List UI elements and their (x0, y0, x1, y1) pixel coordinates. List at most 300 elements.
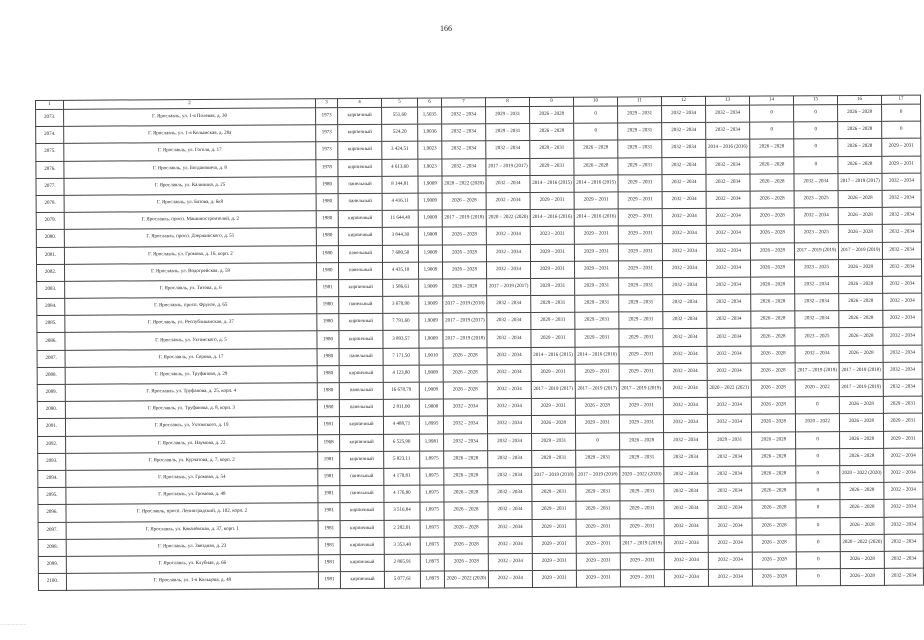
capital-repair-table (35, 95, 924, 592)
table-cell: 2032 – 2034 (442, 158, 486, 175)
table-cell: кирпичный (340, 503, 384, 520)
table-cell: панельный (338, 193, 382, 210)
table-cell: кирпичный (340, 554, 384, 571)
column-header: 3 (315, 99, 337, 108)
row-number: 2084. (37, 298, 65, 315)
address-cell: Г. Ярославль, ул. Титова, д. 6 (65, 280, 317, 299)
table-cell: 0 (796, 517, 840, 534)
table-cell: 2032 – 2034 (883, 276, 922, 293)
table-cell: 2026 – 2028 (444, 450, 488, 467)
row-number: 2087. (37, 350, 65, 367)
table-cell: 2032 – 2034 (708, 449, 752, 466)
table-cell: 2032 – 2034 (708, 500, 752, 517)
table-cell: 2032 – 2034 (487, 399, 531, 416)
table-cell: 0 (794, 105, 838, 122)
table-cell: 4 613,60 (382, 159, 418, 176)
table-cell: 2 282,01 (384, 520, 420, 537)
table-cell: 2029 – 2031 (576, 536, 620, 553)
table-cell: 2029 – 2031 (618, 140, 662, 157)
table-cell: 1980 (317, 331, 339, 348)
table-cell: 2029 – 2031 (486, 106, 530, 123)
column-header: 12 (661, 96, 705, 105)
table-cell: 2029 – 2031 (532, 484, 576, 501)
table-cell: 2032 – 2034 (706, 208, 750, 225)
table-cell: 1981 (318, 520, 340, 537)
table-cell: кирпичный (339, 279, 383, 296)
table-cell: 1981 (318, 486, 340, 503)
table-cell: 1980 (316, 194, 338, 211)
table-cell: 2026 – 2028 (838, 156, 882, 173)
table-cell: 2032 – 2034 (884, 568, 923, 585)
row-number: 2098. (38, 539, 66, 556)
address-cell: Г. Ярославль, ул. Водогрейская, д. 59 (65, 262, 317, 281)
table-cell: 2029 – 2031 (575, 312, 619, 329)
address-cell: Г. Ярославль, просп. Машиностроителей, д. 2 (64, 211, 316, 230)
row-number: 2090. (37, 402, 65, 419)
table-cell: 1980 (316, 262, 338, 279)
table-cell: 2032 – 2034 (706, 260, 750, 277)
table-cell: 2017 – 2019 (2018) (443, 296, 487, 313)
table-cell: 2029 – 2031 (575, 295, 619, 312)
table-cell: 1,9009 (418, 193, 442, 210)
table-cell: 2029 – 2031 (575, 415, 619, 432)
table-cell: 1,9009 (418, 262, 442, 279)
table-cell: 1978 (316, 159, 338, 176)
table-cell: 2014 – 2016 (2015) (530, 175, 574, 192)
row-number: 2094. (38, 470, 66, 487)
table-cell: 2026 – 2028 (839, 414, 883, 431)
table-cell: 2026 – 2028 (838, 122, 882, 139)
row-number: 2085. (37, 316, 65, 333)
table-cell: панельный (339, 296, 383, 313)
table-cell: 0 (882, 104, 921, 121)
table-cell: 2017 – 2019 (2018) (532, 467, 576, 484)
table-cell: кирпичный (338, 125, 382, 142)
table-cell: 2029 – 2031 (530, 141, 574, 158)
table-cell: 2032 – 2034 (662, 243, 706, 260)
table-cell: 1980 (316, 176, 338, 193)
table-cell: панельный (338, 262, 382, 279)
table-cell: 3 670,90 (383, 296, 419, 313)
table-cell: 2032 – 2034 (795, 311, 839, 328)
column-header: 7 (441, 98, 485, 107)
table-cell: 2029 – 2031 (532, 519, 576, 536)
table-cell: 1,9009 (418, 227, 442, 244)
table-cell: 0 (750, 105, 794, 122)
table-cell: 1973 (316, 142, 338, 159)
table-cell: 2026 – 2028 (751, 414, 795, 431)
table-cell: 2026 – 2028 (750, 156, 794, 173)
table-cell: 2032 – 2034 (442, 124, 486, 141)
table-cell: 1,9009 (418, 210, 442, 227)
table-cell: 2026 – 2028 (751, 345, 795, 362)
address-cell: Г. Ярославль, просп. Фрунзе, д. 65 (65, 297, 317, 316)
table-cell: 2032 – 2034 (488, 502, 532, 519)
table-cell: 1981 (318, 537, 340, 554)
table-cell: 8 144,81 (382, 176, 418, 193)
table-cell: 2026 – 2028 (750, 208, 794, 225)
table-cell: 2029 – 2031 (532, 570, 576, 587)
row-number: 2077. (36, 178, 64, 195)
table-cell: 2032 – 2034 (884, 534, 923, 551)
table-cell: 1,8975 (420, 485, 444, 502)
table-cell: 2032 – 2034 (488, 536, 532, 553)
table-cell: 5 077,61 (384, 571, 420, 588)
table-cell: 1981 (318, 469, 340, 486)
table-cell: кирпичный (338, 211, 382, 228)
table-cell: 2032 – 2034 (663, 346, 707, 363)
table-cell: кирпичный (340, 537, 384, 554)
table-cell: 2032 – 2034 (487, 347, 531, 364)
table-cell: кирпичный (338, 142, 382, 159)
table-cell: 524,20 (382, 124, 418, 141)
table-cell: кирпичный (339, 331, 383, 348)
table-cell: 0 (796, 551, 840, 568)
table-cell: кирпичный (339, 365, 383, 382)
table-cell: 2032 – 2034 (882, 190, 921, 207)
table-cell: 2026 – 2028 (442, 193, 486, 210)
table-cell: 2026 – 2028 (444, 519, 488, 536)
table-cell: 2029 – 2031 (576, 570, 620, 587)
row-number: 2097. (38, 522, 66, 539)
column-header: 1 (36, 100, 64, 109)
table-cell: 2026 – 2028 (838, 207, 882, 224)
table-cell: 2020 – 2022 (2020) (442, 175, 486, 192)
address-cell: Г. Ярославль, ул. Труфанова, д. 25, корп. 4 (65, 383, 317, 402)
table-cell: 2029 – 2031 (619, 363, 663, 380)
table-cell: 0 (882, 121, 921, 138)
table-cell: 1980 (317, 383, 339, 400)
table-cell: 2026 – 2028 (839, 345, 883, 362)
table-cell: 2032 – 2034 (707, 415, 751, 432)
table-cell: 2032 – 2034 (882, 242, 921, 259)
table-cell: 2029 – 2031 (618, 192, 662, 209)
table-cell: 2029 – 2031 (619, 295, 663, 312)
table-cell: 2032 – 2034 (444, 433, 488, 450)
table-cell: 2032 – 2034 (706, 105, 750, 122)
table-cell: 2026 – 2028 (752, 569, 796, 586)
table-cell: 1,8995 (419, 416, 443, 433)
row-number: 2096. (38, 505, 66, 522)
table-cell: 2026 – 2028 (838, 259, 882, 276)
table-cell: 2029 – 2031 (532, 502, 576, 519)
table-cell: 0 (794, 156, 838, 173)
table-cell: 2032 – 2034 (487, 296, 531, 313)
table-cell: 2032 – 2034 (488, 433, 532, 450)
table-cell: 2032 – 2034 (664, 552, 708, 569)
address-cell: Г. Ярославль, ул. Ковалёвская, д. 37, корп. 1 (66, 520, 318, 539)
table-cell: 0 (796, 534, 840, 551)
table-cell: 2020 – 2022 (2020) (486, 210, 530, 227)
table-cell: 2029 – 2031 (530, 158, 574, 175)
table-cell: 2026 – 2028 (444, 468, 488, 485)
table-cell: 2014 – 2016 (2016) (530, 209, 574, 226)
table-cell: панельный (338, 176, 382, 193)
table-cell: 2026 – 2028 (839, 276, 883, 293)
table-cell: 0 (574, 123, 618, 140)
table-cell: 1,9036 (418, 124, 442, 141)
table-cell: 2029 – 2031 (618, 243, 662, 260)
table-cell: 2032 – 2034 (883, 293, 922, 310)
table-cell: 2026 – 2028 (838, 104, 882, 121)
table-cell: 2029 – 2031 (532, 553, 576, 570)
table-cell: 2032 – 2034 (883, 362, 922, 379)
table-cell: 2032 – 2034 (707, 363, 751, 380)
row-number: 2082. (37, 264, 65, 281)
table-cell: 2017 – 2019 (2019) (620, 535, 664, 552)
table-cell: 1,9000 (419, 399, 443, 416)
table-cell: 2029 – 2031 (619, 415, 663, 432)
table-cell: 2026 – 2028 (752, 483, 796, 500)
table-cell: 2032 – 2034 (882, 259, 921, 276)
table-cell: 2029 – 2031 (576, 484, 620, 501)
table-cell: 2029 – 2031 (618, 209, 662, 226)
table-cell: 1981 (317, 280, 339, 297)
table-cell: 2029 – 2031 (574, 243, 618, 260)
table-cell: 2032 – 2034 (884, 499, 923, 516)
table-cell: кирпичный (338, 107, 382, 124)
table-cell: 1980 (316, 211, 338, 228)
table-cell: 2032 – 2034 (884, 482, 923, 499)
table-cell: 7 171,50 (383, 348, 419, 365)
table-cell: 2026 – 2028 (840, 482, 884, 499)
table-cell: 2032 – 2034 (488, 571, 532, 588)
table-cell: 2017 – 2019 (2017) (575, 381, 619, 398)
table-cell: 2026 – 2028 (838, 139, 882, 156)
table-cell: 2032 – 2034 (664, 484, 708, 501)
table-cell: 1980 (317, 348, 339, 365)
table-cell: 11 644,49 (382, 210, 418, 227)
address-cell: Г. Ярославль, ул. 1-я Кольцова, д. 49 (66, 572, 318, 591)
table-cell: 2029 – 2031 (531, 364, 575, 381)
table-cell: 4 435,10 (382, 262, 418, 279)
table-cell: 2029 – 2031 (618, 106, 662, 123)
table-cell: 2032 – 2034 (708, 535, 752, 552)
table-cell: 2020 – 2022 (795, 414, 839, 431)
table-cell: 2032 – 2034 (487, 416, 531, 433)
table-cell: 1,9023 (418, 159, 442, 176)
table-cell: 2017 – 2019 (2019) (838, 242, 882, 259)
table-cell: 2032 – 2034 (882, 224, 921, 241)
table-cell: 2017 – 2019 (2017) (443, 313, 487, 330)
table-cell: 4 416,11 (382, 193, 418, 210)
column-header: 11 (617, 97, 661, 106)
table-cell: 2029 – 2031 (531, 278, 575, 295)
table-cell: 1,8975 (420, 571, 444, 588)
table-cell: 4 123,80 (383, 365, 419, 382)
table-cell: 1,9010 (419, 348, 443, 365)
row-number: 2086. (37, 333, 65, 350)
table-cell: панельный (340, 468, 384, 485)
table-cell: 2029 – 2031 (882, 156, 921, 173)
table-cell: 2032 – 2034 (882, 207, 921, 224)
table-cell: кирпичный (338, 228, 382, 245)
table-cell: 2029 – 2031 (532, 450, 576, 467)
table-cell: 2017 – 2019 (2017) (486, 158, 530, 175)
table-cell: 2026 – 2028 (443, 365, 487, 382)
address-cell: Г. Ярославль, ул. Звездная, д. 23 (66, 537, 318, 556)
table-cell: 7 791,60 (383, 313, 419, 330)
table-cell: 2032 – 2034 (708, 552, 752, 569)
row-number: 2073. (36, 109, 64, 126)
table-cell: 2029 – 2031 (618, 260, 662, 277)
table-cell: 2023 – 2025 (795, 328, 839, 345)
table-cell: 2026 – 2028 (750, 242, 794, 259)
table-cell: 2032 – 2034 (486, 141, 530, 158)
table-cell: 2017 – 2019 (2018) (839, 362, 883, 379)
table-cell: 2029 – 2031 (619, 346, 663, 363)
table-cell: 2029 – 2031 (575, 278, 619, 295)
table-cell: 2029 – 2031 (882, 138, 921, 155)
table-cell: 2032 – 2034 (663, 380, 707, 397)
table-cell: 2032 – 2034 (488, 519, 532, 536)
table-cell: 2032 – 2034 (707, 397, 751, 414)
table-cell: 3 424,51 (382, 142, 418, 159)
table-cell: 2032 – 2034 (706, 174, 750, 191)
table-cell: 2026 – 2028 (840, 551, 884, 568)
table-cell: 2029 – 2031 (574, 192, 618, 209)
column-header: 4 (337, 98, 381, 107)
table-cell: 2032 – 2034 (442, 107, 486, 124)
table-cell: 2032 – 2034 (442, 141, 486, 158)
address-cell: Г. Ярославль, ул. Труфанова, д. 29 (65, 366, 317, 385)
address-cell: Г. Ярославль, ул. 1-я Колымская, д. 28а (64, 125, 316, 144)
table-cell: 5 823,11 (384, 451, 420, 468)
address-cell: Г. Ярославль, ул. Наумова, д. 22 (66, 434, 318, 453)
table-cell: панельный (339, 348, 383, 365)
table-cell: 2032 – 2034 (663, 312, 707, 329)
table-cell: 2032 – 2034 (486, 175, 530, 192)
table-cell: 2032 – 2034 (884, 517, 923, 534)
table-cell: 2032 – 2034 (883, 328, 922, 345)
table-cell: 1,8975 (420, 520, 444, 537)
table-cell: 2029 – 2031 (486, 124, 530, 141)
table-cell: 2029 – 2031 (618, 226, 662, 243)
table-cell: 2026 – 2028 (839, 397, 883, 414)
address-cell: Г. Ярославль, ул. Гоголя, д. 17 (64, 142, 316, 161)
table-cell: 2029 – 2031 (619, 278, 663, 295)
table-cell: 2026 – 2028 (444, 536, 488, 553)
address-cell: Г. Ярославль, ул. Батова, д. 6к9 (64, 194, 316, 213)
table-cell: 1,8975 (420, 502, 444, 519)
table-cell: 2032 – 2034 (662, 191, 706, 208)
table-cell: 3 893,57 (383, 331, 419, 348)
table-cell: 2026 – 2028 (574, 140, 618, 157)
table-cell: 2029 – 2031 (620, 484, 664, 501)
table-cell: 1,9009 (419, 279, 443, 296)
table-cell: 2026 – 2028 (443, 347, 487, 364)
table-cell: 2026 – 2028 (444, 554, 488, 571)
table-cell: 2029 – 2031 (619, 329, 663, 346)
table-cell: 2032 – 2034 (663, 415, 707, 432)
table-cell: 1973 (316, 108, 338, 125)
table-cell: 2032 – 2034 (707, 277, 751, 294)
table-cell: 4 170,81 (384, 468, 420, 485)
table-cell: 551,60 (382, 107, 418, 124)
table-cell: 2032 – 2034 (663, 329, 707, 346)
table-cell: 2032 – 2034 (706, 243, 750, 260)
table-cell: 2014 – 2016 (2016) (575, 347, 619, 364)
row-number: 2083. (37, 281, 65, 298)
table-cell: 2032 – 2034 (486, 244, 530, 261)
table-cell: 2026 – 2028 (840, 448, 884, 465)
table-cell: 2032 – 2034 (662, 174, 706, 191)
table-cell: 0 (794, 122, 838, 139)
table-cell: кирпичный (340, 451, 384, 468)
table-cell: 4 488,71 (383, 417, 419, 434)
table-cell: кирпичный (339, 314, 383, 331)
row-number: 2091. (37, 419, 65, 436)
table-cell: 2026 – 2028 (750, 174, 794, 191)
table-cell: 2029 – 2031 (620, 501, 664, 518)
table-cell: 2032 – 2034 (488, 553, 532, 570)
table-cell: 3 516,84 (384, 502, 420, 519)
table-cell: 2023 – 2025 (794, 259, 838, 276)
table-cell: 2026 – 2028 (838, 225, 882, 242)
address-cell: Г. Ярославль, ул. 1-я Полевая, д. 30 (64, 108, 316, 127)
table-cell: 2029 – 2031 (576, 501, 620, 518)
table-cell: 2 811,00 (383, 399, 419, 416)
table-cell: 1,8975 (420, 537, 444, 554)
table-cell: 2032 – 2034 (486, 227, 530, 244)
table-cell: 1980 (317, 365, 339, 382)
table-cell: 2032 – 2034 (663, 398, 707, 415)
table-cell: 2026 – 2028 (751, 397, 795, 414)
table-cell: 1981 (318, 555, 340, 572)
table-cell: кирпичный (340, 571, 384, 588)
table-cell: 2014 – 2016 (2016) (706, 140, 750, 157)
address-cell: Г. Ярославль, просп. Дзержинского, д. 51 (64, 228, 316, 247)
table-cell: 2032 – 2034 (707, 346, 751, 363)
table-cell: 2026 – 2028 (530, 123, 574, 140)
table-cell: 2026 – 2028 (575, 398, 619, 415)
column-header: 8 (485, 97, 529, 106)
page-number: 166 (440, 24, 452, 33)
table-cell: 2023 – 2025 (794, 191, 838, 208)
row-number: 2089. (37, 384, 65, 401)
table-cell: 6 525,90 (384, 434, 420, 451)
table-cell: 2026 – 2028 (840, 568, 884, 585)
table-cell: 0 (574, 106, 618, 123)
table-cell: 2029 – 2031 (531, 330, 575, 347)
table-cell: 2026 – 2028 (751, 328, 795, 345)
table-cell: 2026 – 2028 (751, 311, 795, 328)
table-cell: 2029 – 2031 (576, 450, 620, 467)
table-cell: 2032 – 2034 (487, 330, 531, 347)
table-cell: 2017 – 2019 (2018) (442, 210, 486, 227)
table-cell: 2026 – 2028 (839, 311, 883, 328)
table-cell: 2029 – 2031 (530, 192, 574, 209)
table-cell: 2029 – 2031 (883, 396, 922, 413)
table-cell: 2032 – 2034 (663, 363, 707, 380)
table-cell: 2026 – 2028 (444, 485, 488, 502)
table-cell: 1980 (316, 228, 338, 245)
row-number: 2081. (36, 247, 64, 264)
table-cell: 2032 – 2034 (488, 467, 532, 484)
table-cell: 2017 – 2019 (2018) (443, 330, 487, 347)
address-cell: Г. Ярославль, ул. Громова, д. 48 (66, 486, 318, 505)
table-cell: 2029 – 2031 (530, 261, 574, 278)
row-number: 2095. (38, 487, 66, 504)
table-cell: 2032 – 2034 (487, 364, 531, 381)
table-cell: 2026 – 2028 (751, 294, 795, 311)
table-cell: 2032 – 2034 (664, 449, 708, 466)
table-cell: 2032 – 2034 (707, 294, 751, 311)
column-header: 10 (573, 97, 617, 106)
table-cell: 1968 (318, 434, 340, 451)
table-cell: 2026 – 2028 (839, 328, 883, 345)
table-cell: 2029 – 2031 (618, 157, 662, 174)
